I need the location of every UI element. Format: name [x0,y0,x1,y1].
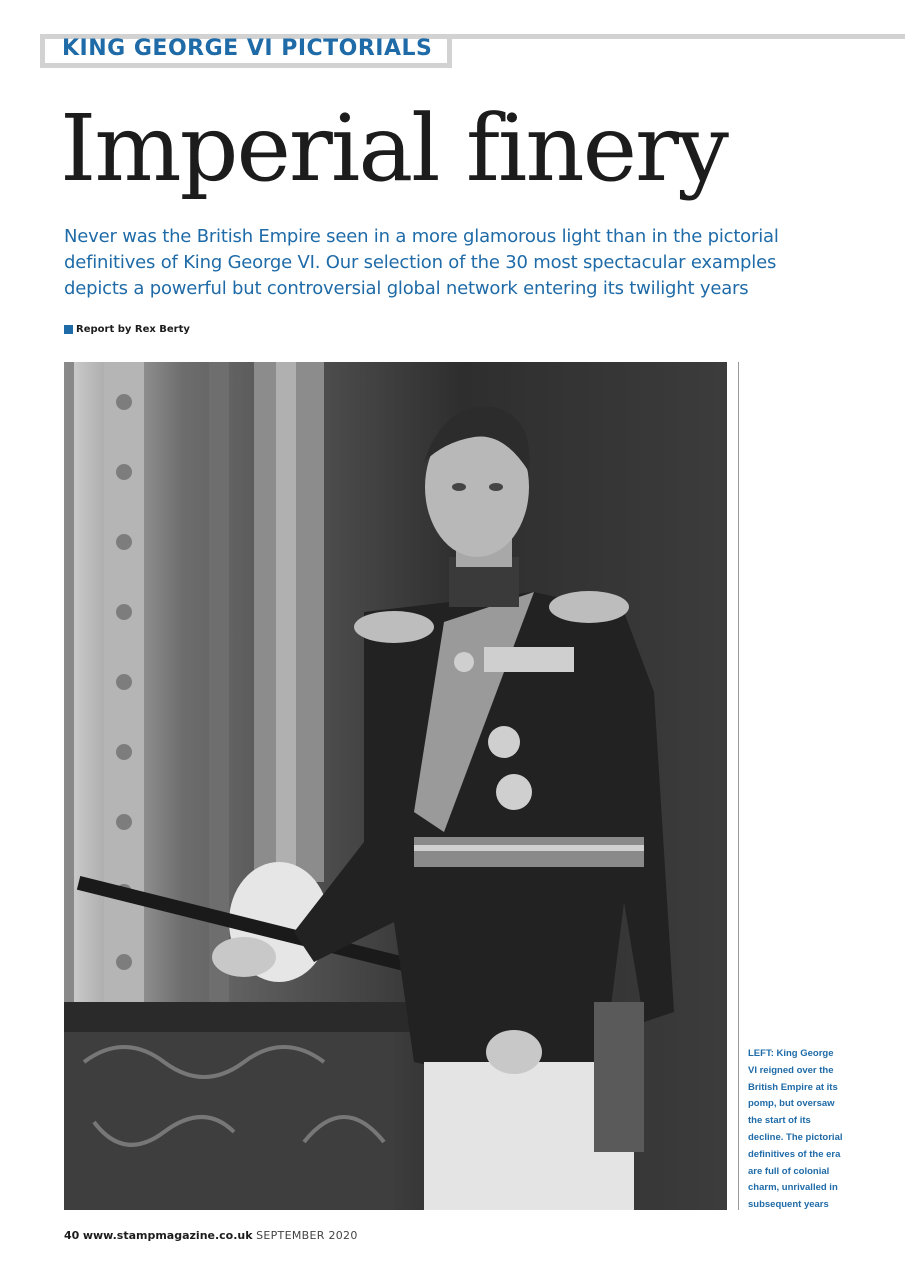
article-standfirst: Never was the British Empire seen in a more glamorous light than in the pictorial definitives of King George VI. Our selection of the 30 most spectacular examples depicts a powerful but controversial global network entering its twilight years [64,226,779,299]
byline [64,322,190,336]
section-rule [452,34,905,39]
page-footer [64,1229,358,1242]
photo-caption: LEFT: King George VI reigned over the British Empire at its pomp, but oversaw the start of its decline. The pictorial definitives of the era are full of colonial charm, unrivalled in subsequent years [748,1048,843,1211]
website-link[interactable]: www.stampmagazine.co.uk [82,1229,253,1242]
page-number: 40 [64,1229,80,1242]
section-label: KING GEORGE VI PICTORIALS [62,36,433,61]
king-portrait-photo [64,362,727,1210]
issue-date: SEPTEMBER 2020 [256,1229,358,1242]
byline-text: Report by Rex Berty [76,323,190,335]
article-headline: Imperial finery [60,95,727,202]
byline-square-icon [64,325,73,334]
caption-divider [738,362,739,1210]
